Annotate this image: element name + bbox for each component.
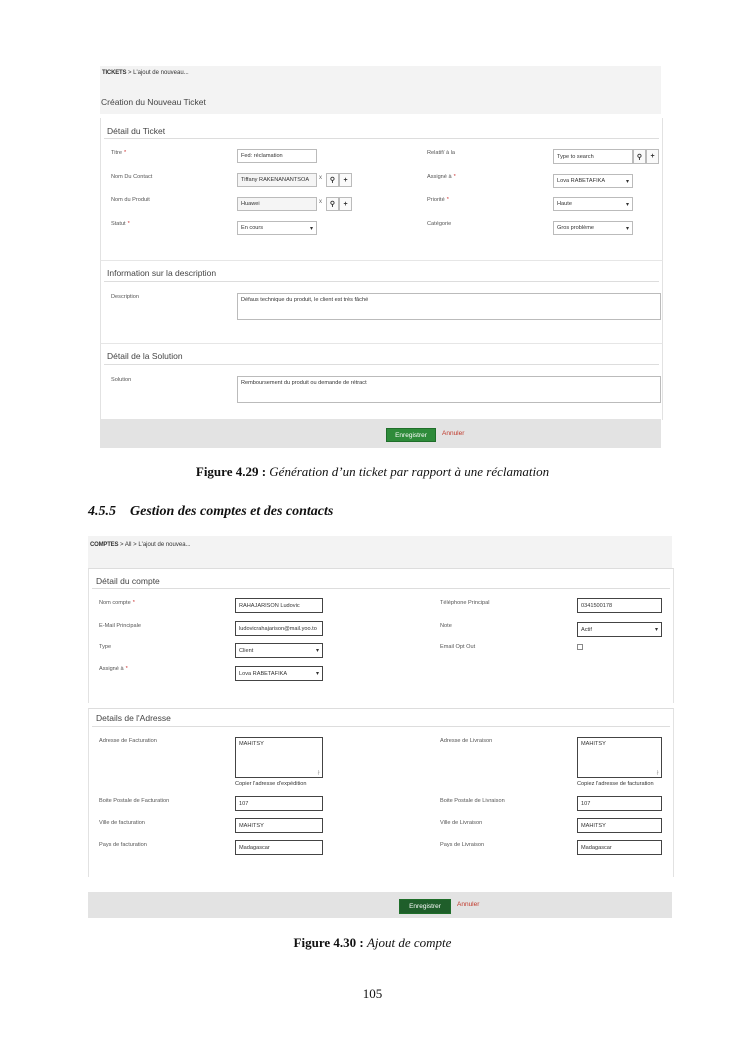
shipping-city-label: Ville de Livraison (440, 820, 483, 826)
product-input[interactable]: Huawei (237, 197, 317, 211)
assigned-label: Assigné à * (427, 174, 456, 180)
solution-textarea[interactable]: Remboursement du produit ou demande de rétract (237, 376, 661, 403)
breadcrumb-module[interactable]: COMPTES (90, 542, 119, 548)
breadcrumb-separator: > (119, 542, 124, 548)
breadcrumb-current: L'ajout de nouvea... (138, 542, 191, 548)
breadcrumb-separator: > (127, 70, 132, 76)
breadcrumb-current: L'ajout de nouveau... (133, 70, 189, 76)
category-label: Catégorie (427, 221, 452, 227)
shipping-box-input[interactable]: 107 (577, 796, 662, 811)
priority-label: Priorité * (427, 197, 449, 203)
related-add-button[interactable]: + (646, 149, 659, 164)
priority-select[interactable]: Haute ▾ (553, 197, 633, 211)
billing-address-label: Adresse de Facturation (99, 738, 157, 744)
section-title: Gestion des comptes et des contacts (130, 504, 334, 519)
product-label: Nom du Produit (111, 197, 150, 203)
copy-shipping-address-link[interactable]: Copier l'adresse d'expédition (235, 781, 307, 787)
section-title: Information sur la description (107, 268, 217, 278)
note-label: Note (440, 623, 452, 629)
note-select[interactable]: Actif ▾ (577, 622, 662, 637)
product-add-button[interactable]: + (339, 197, 352, 211)
description-label: Description (111, 294, 139, 300)
breadcrumb (90, 542, 191, 548)
shipping-address-value: MAHITSY (581, 741, 606, 747)
solution-label: Solution (111, 377, 132, 383)
account-name-label: Nom compte * (99, 600, 135, 606)
figure-caption (0, 935, 745, 951)
status-select[interactable]: En cours ▾ (237, 221, 317, 235)
cancel-link[interactable]: Annuler (457, 901, 480, 908)
ticket-screenshot (100, 66, 661, 448)
title-input[interactable]: Fed: réclamation (237, 149, 317, 163)
divider (104, 138, 659, 139)
ticket-detail-panel (100, 118, 663, 260)
billing-box-input[interactable]: 107 (235, 796, 323, 811)
title-label: Titre * (111, 150, 127, 156)
shipping-box-label: Boite Postale de Livraison (440, 798, 505, 804)
section-heading (88, 504, 333, 520)
divider (92, 588, 670, 589)
figure-text: Génération d’un ticket par rapport à une réclamation (269, 464, 550, 479)
contact-label: Nom Du Contact (111, 174, 153, 180)
contact-input[interactable]: Tiffany RAKENANANTSOA (237, 173, 317, 187)
email-input[interactable]: ludovicrahajarison@mail.yoo.to (235, 621, 323, 636)
divider (104, 281, 659, 282)
cancel-link[interactable]: Annuler (442, 430, 465, 437)
section-title: Détail du compte (96, 576, 160, 586)
assigned-select[interactable]: Lova RABETAFIKA ▾ (235, 666, 323, 681)
form-footer (88, 892, 672, 918)
email-label: E-Mail Principale (99, 623, 141, 629)
breadcrumb-all[interactable]: All (124, 542, 132, 548)
figure-label: Figure 4.29 : (195, 464, 267, 479)
billing-city-label: Ville de facturation (99, 820, 145, 826)
divider (92, 726, 670, 727)
contact-search-button[interactable]: ⚲ (326, 173, 339, 187)
shipping-address-label: Adresse de Livraison (440, 738, 493, 744)
billing-city-input[interactable]: MAHITSY (235, 818, 323, 833)
related-search-button[interactable]: ⚲ (633, 149, 646, 164)
page-title: Création du Nouveau Ticket (101, 97, 206, 107)
product-clear-icon[interactable]: x (319, 199, 322, 205)
phone-label: Téléphone Principal (440, 600, 490, 606)
billing-box-label: Boite Postale de Facturation (99, 798, 170, 804)
shipping-country-input[interactable]: Madagascar (577, 840, 662, 855)
section-title: Details de l'Adresse (96, 713, 171, 723)
contact-add-button[interactable]: + (339, 173, 352, 187)
email-optout-checkbox[interactable] (577, 644, 583, 650)
copy-billing-address-link[interactable]: Copiez l'adresse de facturation (577, 781, 654, 787)
category-select[interactable]: Gros problème ▾ (553, 221, 633, 235)
assigned-label: Assigné à * (99, 666, 128, 672)
shipping-country-label: Pays de Livraison (440, 842, 485, 848)
figure-text: Ajout de compte (366, 935, 452, 950)
type-label: Type (99, 644, 112, 650)
account-screenshot (88, 536, 672, 918)
section-number: 4.5.5 (88, 504, 116, 519)
save-button[interactable]: Enregistrer (386, 428, 436, 442)
billing-country-label: Pays de facturation (99, 842, 147, 848)
form-footer (100, 419, 661, 448)
assigned-select[interactable]: Lova RABETAFIKA ▾ (553, 174, 633, 188)
type-select[interactable]: Client ▾ (235, 643, 323, 658)
section-title: Détail de la Solution (107, 351, 183, 361)
billing-address-value: MAHITSY (239, 741, 264, 747)
breadcrumb-module[interactable]: TICKETS (102, 70, 127, 76)
breadcrumb-separator: > (133, 542, 137, 548)
page-number: 105 (362, 986, 383, 1001)
billing-country-input[interactable]: Madagascar (235, 840, 323, 855)
divider (104, 364, 659, 365)
section-title: Détail du Ticket (107, 126, 166, 136)
shipping-city-input[interactable]: MAHITSY (577, 818, 662, 833)
product-search-button[interactable]: ⚲ (326, 197, 339, 211)
account-header (88, 536, 672, 568)
breadcrumb (102, 70, 189, 76)
billing-address-textarea[interactable]: MAHITSY ∤ (235, 737, 323, 778)
contact-clear-icon[interactable]: x (319, 175, 322, 181)
phone-input[interactable]: 0341500178 (577, 598, 662, 613)
email-optout-label: Email Opt Out (440, 644, 476, 650)
save-button[interactable]: Enregistrer (399, 899, 451, 914)
status-label: Statut * (111, 221, 130, 227)
shipping-address-textarea[interactable]: MAHITSY ∤ (577, 737, 662, 778)
account-name-input[interactable]: RAHAJARISON Ludovic (235, 598, 323, 613)
related-label: Relatif/ à la (427, 150, 455, 156)
figure-label: Figure 4.30 : (293, 935, 364, 950)
related-search-input[interactable]: Type to search (553, 149, 633, 164)
figure-caption (0, 464, 745, 480)
description-textarea[interactable]: Défaus technique du produit, le client est très fâché (237, 293, 661, 320)
